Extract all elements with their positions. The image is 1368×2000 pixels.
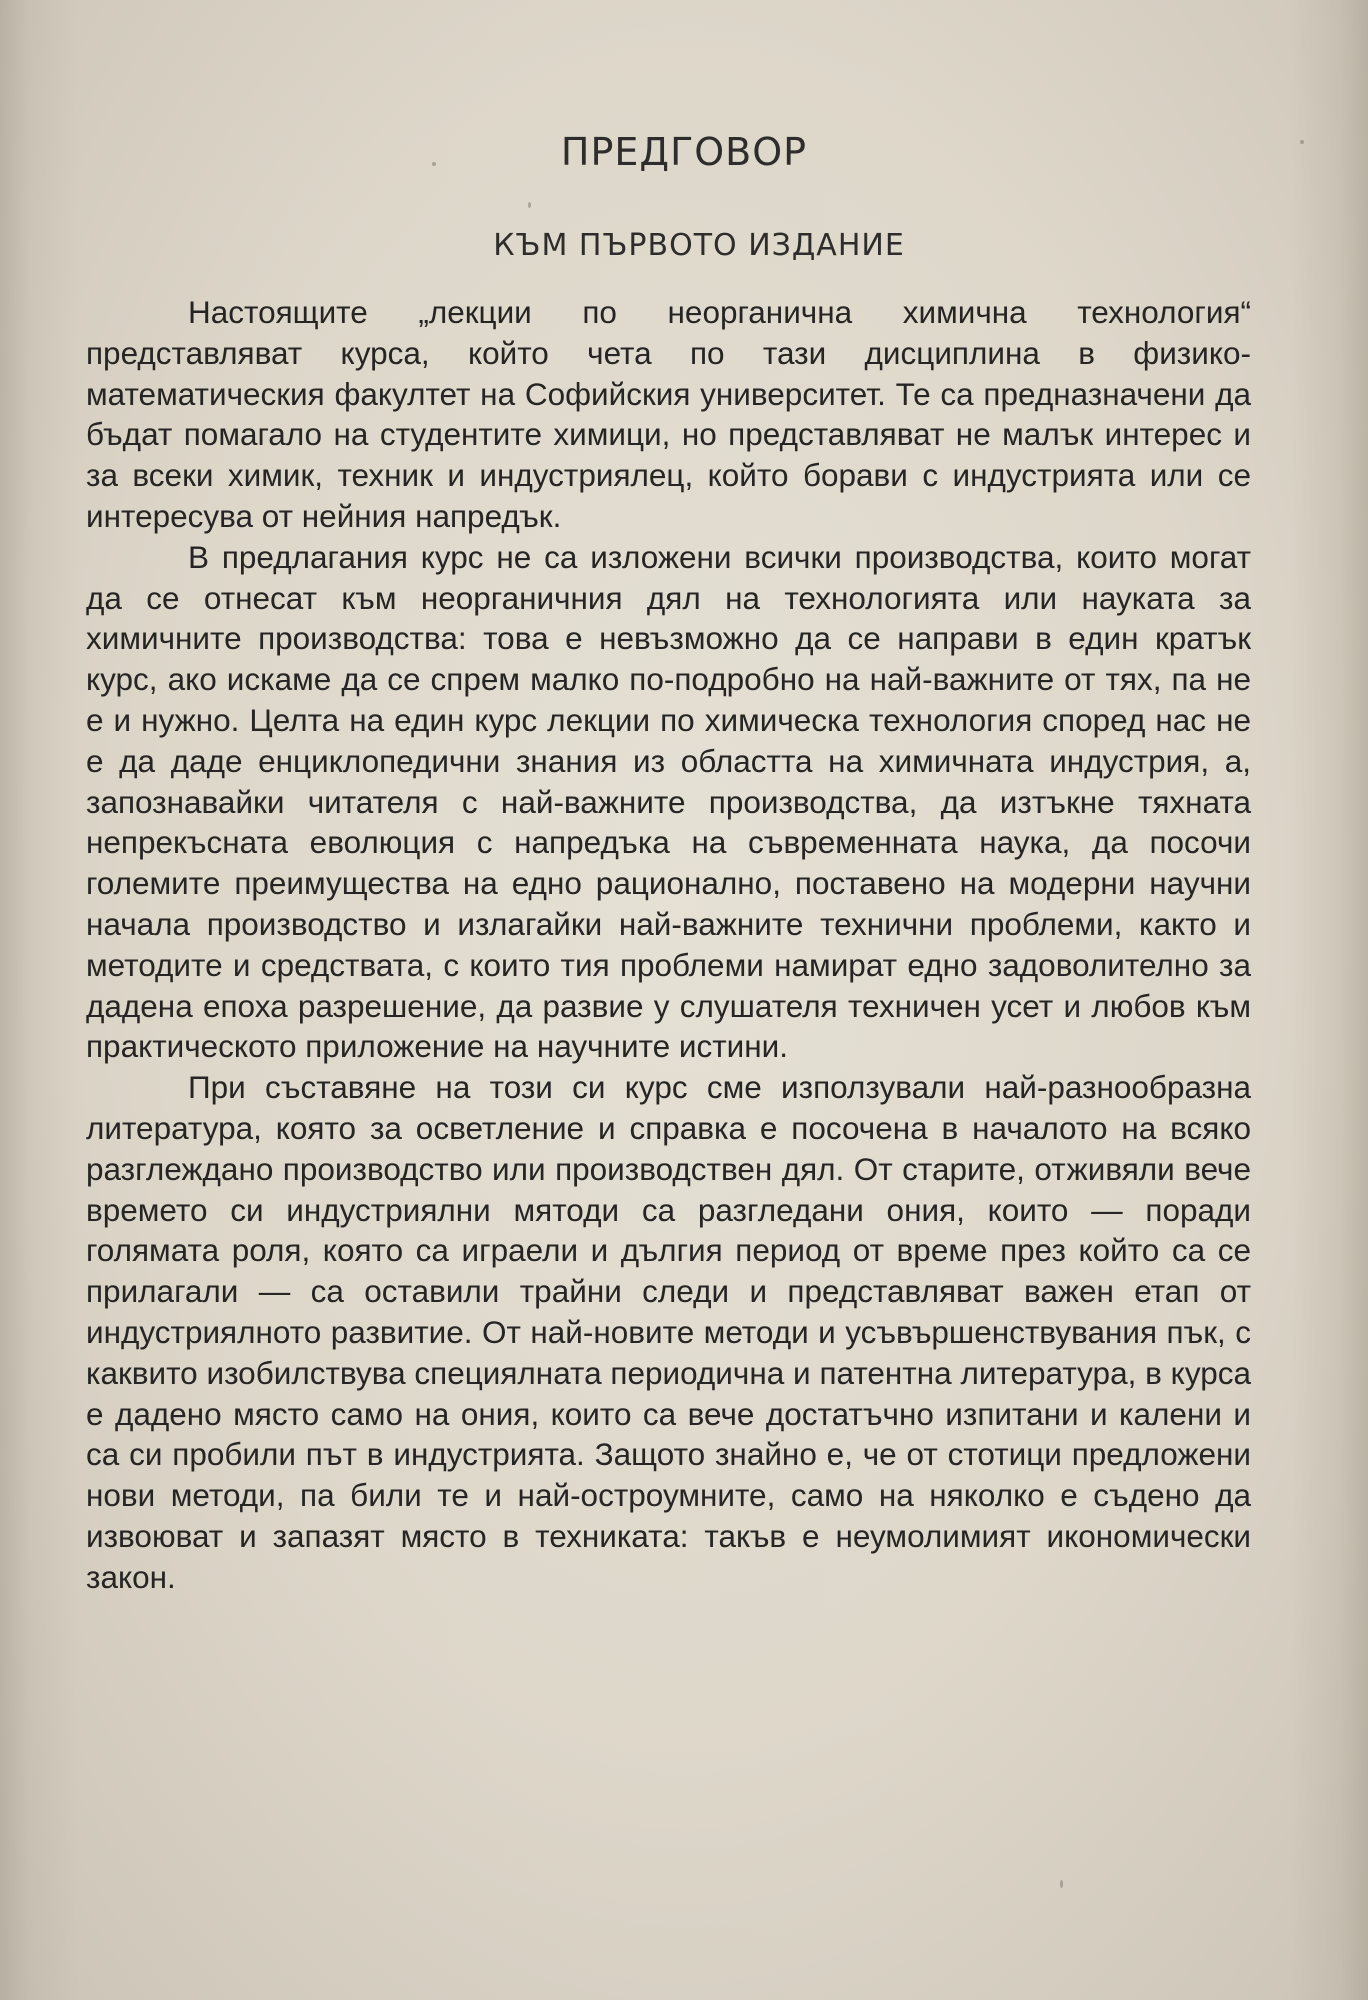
page-title: ПРЕДГОВОР	[560, 130, 808, 174]
paragraph-1: Настоящите „лекции по неорганична химична технология“ представляват курса, който чета по тази дисциплина в физико-математическия факултет на Софийския университет. Те са предназначени да бъдат помагало на студентите химици, но представляват не малък интерес и за всеки химик, техник и индустриялец, който борави с индустрията или се интересува от нейния напредък.	[86, 294, 1251, 534]
paper-speck	[1060, 1880, 1063, 1888]
paper-speck	[528, 202, 531, 208]
page-subtitle: КЪМ ПЪРВОТО ИЗДАНИЕ	[493, 228, 905, 263]
paragraph-3: При съставяне на този си курс сме използували най-разнообразна литература, която за осветление и справка е посочена в началото на всяко разглеждано производство или производствен дял. От старите, отживяли вече времето си индустриялни мятоди са разгледани ония, които — поради голямата роля, която са играели и дългия период от време през който са се прилагали — са оставили трайни следи и представляват важен етап от индустриялното развитие. От най-новите методи и усъвършенствувания пък, с каквито изобилствува специялната периодична и патентна литература, в курса е дадено място само на ония, които са вече достатъчно изпитани и калени и са си пробили път в индустрията. Защото знайно е, че от стотици предложени нови методи, па били те и най-остроумните, само на няколко е съдено да извоюват и запазят място в техниката: такъв е неумолимият икономически закон.	[86, 1069, 1251, 1595]
paragraph-2: В предлагания курс не са изложени всички производства, които могат да се отнесат към неорганичния дял на технологията или науката за химичните производства: това е невъзможно да се направи в един кратък курс, ако искаме да се спрем малко по-подробно на най-важните от тях, па не е и нужно. Целта на един курс лекции по химическа технология според нас не е да даде енциклопедични знания из областта на химичната индустрия, а, запознавайки читателя с най-важните производства, да изтъкне тяхната непрекъсната еволюция с напредъка на съвременната наука, да посочи големите преимущества на едно рационално, поставено на модерни научни начала производство и излагайки най-важните технични проблеми, както и методите и средствата, с които тия проблеми намират едно задоволително за дадена епоха разрешение, да развие у слушателя техничен усет и любов към практическото приложение на научните истини.	[86, 538, 1251, 1065]
preface-body	[86, 292, 1251, 1598]
